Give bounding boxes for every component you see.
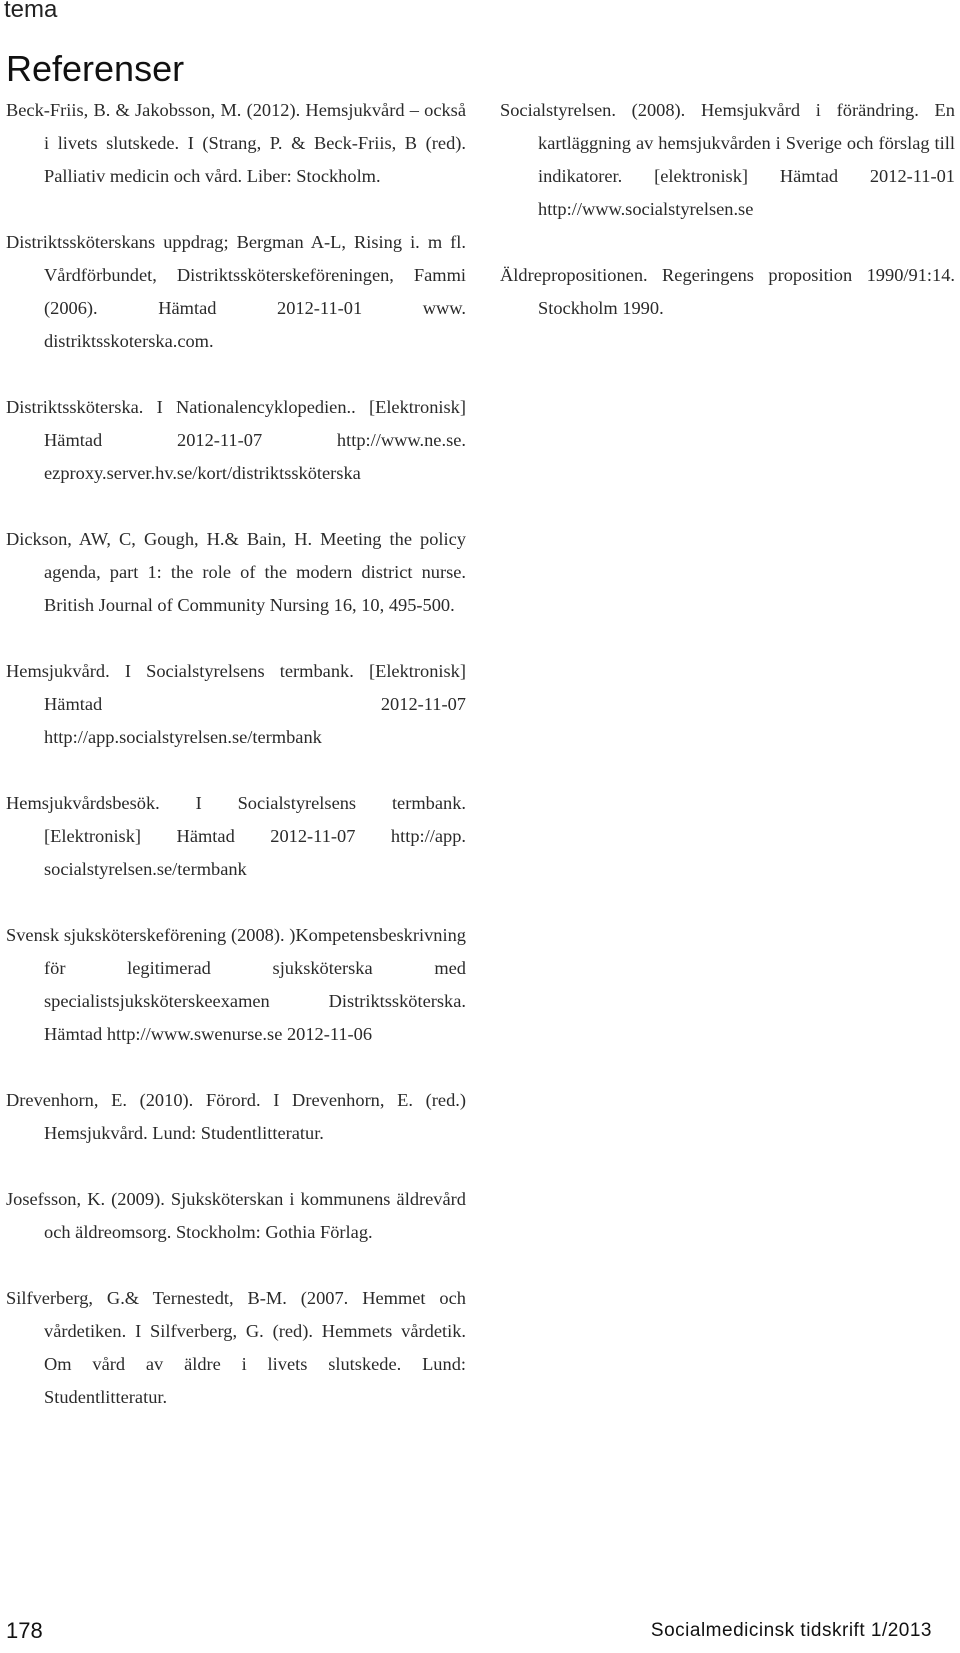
reference-item: Distriktssköterskans uppdrag; Bergman A-L, Rising i. m fl. Vårdförbundet, Distriktssköterskeföreningen, Fammi (2006). Hämtad 2012-11-01 www. distriktsskoterska.com. bbox=[6, 232, 466, 351]
reference-item: Josefsson, K. (2009). Sjuksköterskan i kommunens äldrevård och äldreomsorg. Stockholm: Gothia Förlag. bbox=[6, 1189, 466, 1242]
reference-item: Äldrepropositionen. Regeringens proposition 1990/91:14. Stockholm 1990. bbox=[500, 265, 955, 318]
reference-item: Beck-Friis, B. & Jakobsson, M. (2012). Hemsjukvård – också i livets slutskede. I (Strang, P. & Beck-Friis, B (red). Palliativ medicin och vård. Liber: Stockholm. bbox=[6, 100, 466, 186]
page-number: 178 bbox=[6, 1618, 43, 1643]
reference-list-right bbox=[500, 94, 955, 325]
reference-item: Distriktssköterska. I Nationalencyklopedien.. [Elektronisk] Hämtad 2012-11-07 http://www.ne.se. ezproxy.server.hv.se/kort/distriktssköterska bbox=[6, 397, 466, 483]
reference-list-left bbox=[6, 94, 466, 1414]
page-title: Referenser bbox=[6, 48, 185, 89]
reference-item: Socialstyrelsen. (2008). Hemsjukvård i förändring. En kartläggning av hemsjukvården i Sverige och förslag till indikatorer. [elektronisk] Hämtad 2012-11-01 http://www.socialstyrelsen.se bbox=[500, 100, 955, 219]
reference-item: Silfverberg, G.& Ternestedt, B-M. (2007. Hemmet och vårdetiken. I Silfverberg, G. (red). Hemmets vårdetik. Om vård av äldre i livets slutskede. Lund: Studentlitteratur. bbox=[6, 1288, 466, 1407]
reference-item: Dickson, AW, C, Gough, H.& Bain, H. Meeting the policy agenda, part 1: the role of the modern district nurse. British Journal of Community Nursing 16, 10, 495-500. bbox=[6, 529, 466, 615]
reference-item: Hemsjukvård. I Socialstyrelsens termbank. [Elektronisk] Hämtad 2012-11-07 http://app.socialstyrelsen.se/termbank bbox=[6, 661, 466, 747]
reference-item: Hemsjukvårdsbesök. I Socialstyrelsens termbank. [Elektronisk] Hämtad 2012-11-07 http://app. socialstyrelsen.se/termbank bbox=[6, 793, 466, 879]
reference-item: Drevenhorn, E. (2010). Förord. I Drevenhorn, E. (red.) Hemsjukvård. Lund: Studentlitteratur. bbox=[6, 1090, 466, 1143]
section-label: tema bbox=[4, 0, 58, 23]
reference-item: Svensk sjuksköterskeförening (2008). )Kompetensbeskrivning för legitimerad sjuksköterska med specialistsjuksköterskeexamen Distriktssköterska. Hämtad http://www.swenurse.se 2012-11-06 bbox=[6, 925, 466, 1044]
journal-name: Socialmedicinsk tidskrift 1/2013 bbox=[650, 1620, 932, 1641]
